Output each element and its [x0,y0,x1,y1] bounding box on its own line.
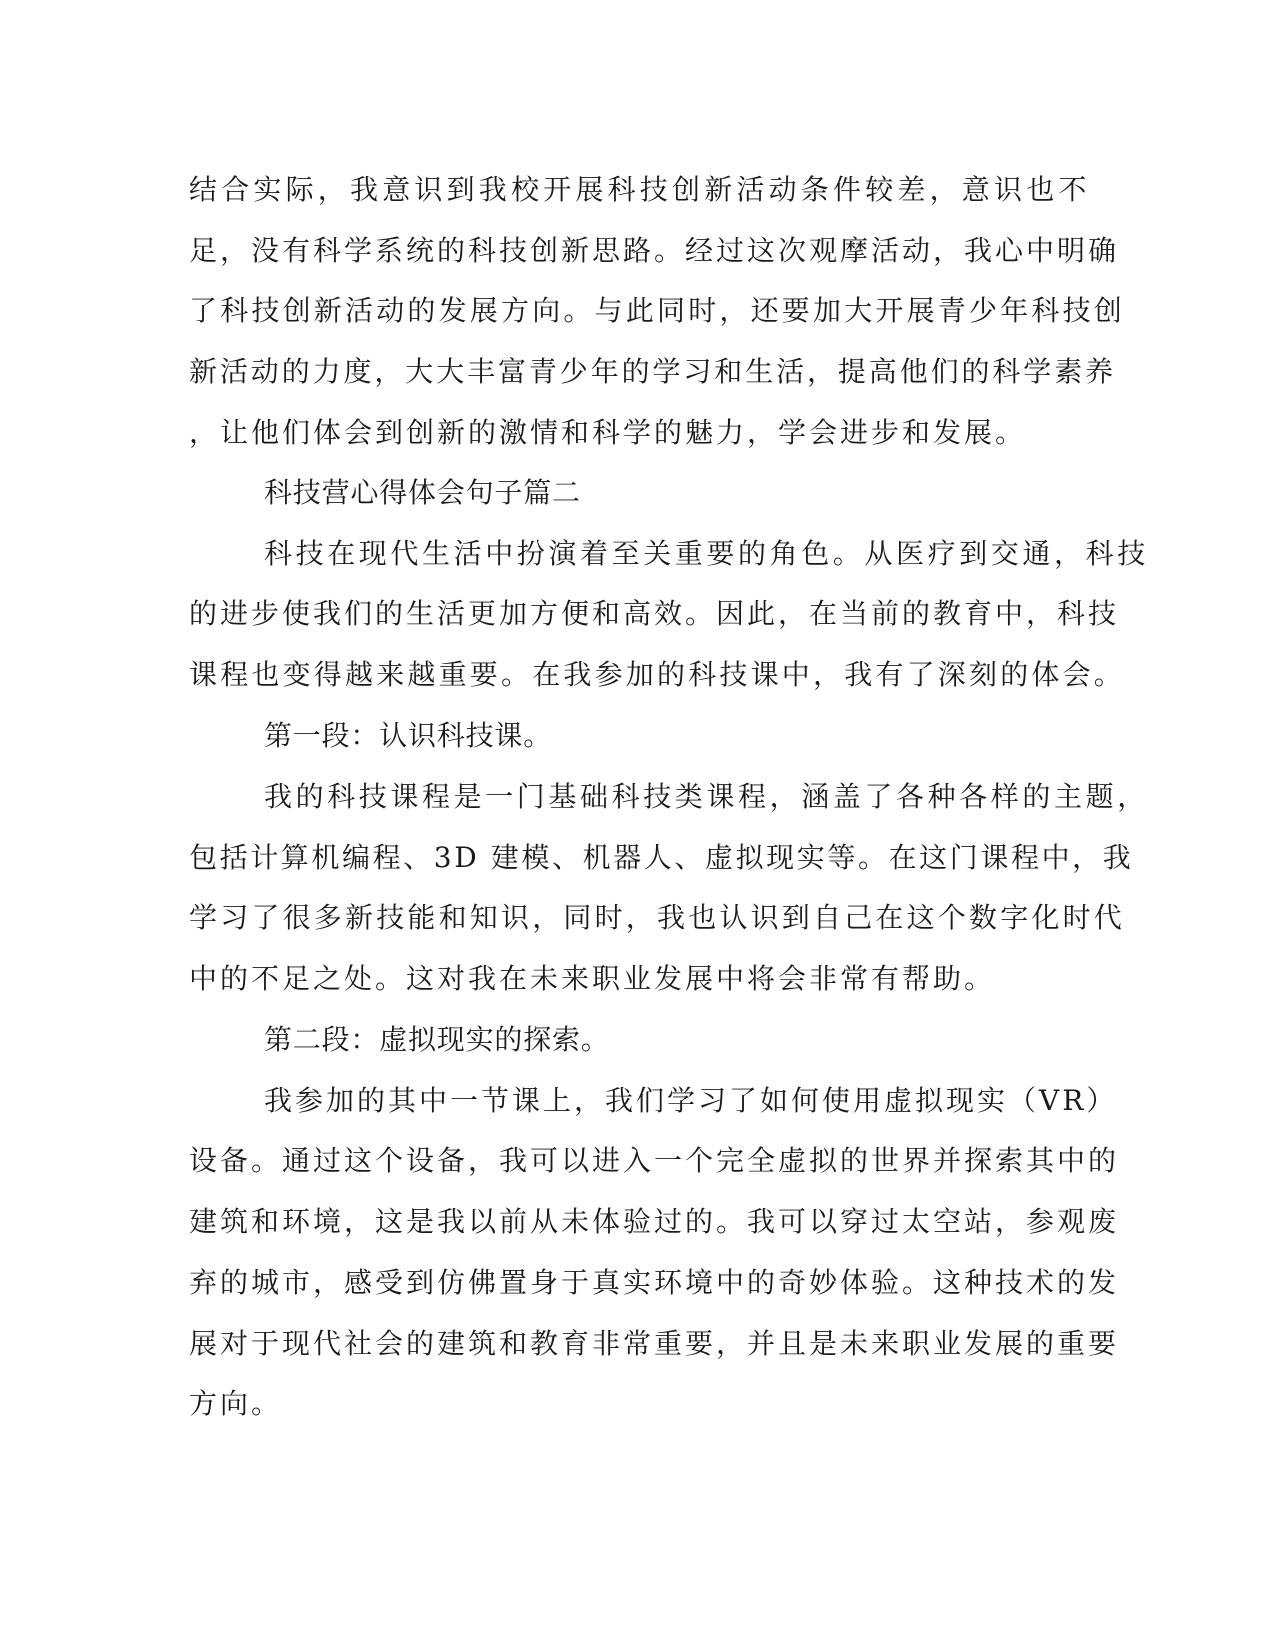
paragraph-4-line-1: 我参加的其中一节课上，我们学习了如何使用虚拟现实（VR） [264,1084,1118,1117]
paragraph-2-line-1: 科技在现代生活中扮演着至关重要的角色。从医疗到交通，科技 [264,537,1149,570]
paragraph-3-line-1: 我的科技课程是一门基础科技类课程，涵盖了各种各样的主题， [264,780,1149,813]
subheading-second-section: 第二段：虚拟现实的探索。 [264,1023,610,1056]
paragraph-3-line-3: 学习了很多新技能和知识，同时，我也认识到自己在这个数字化时代 [189,901,1126,934]
paragraph-1-line-3: 了科技创新活动的发展方向。与此同时，还要加大开展青少年科技创 [189,294,1126,327]
paragraph-2-line-3: 课程也变得越来越重要。在我参加的科技课中，我有了深刻的体会。 [189,658,1126,691]
paragraph-3-line-2: 包括计算机编程、3D 建模、机器人、虚拟现实等。在这门课程中，我 [189,841,1134,874]
paragraph-4-line-5: 展对于现代社会的建筑和教育非常重要，并且是未来职业发展的重要 [189,1327,1120,1360]
paragraph-4-line-2: 设备。通过这个设备，我可以进入一个完全虚拟的世界并探索其中的 [189,1144,1120,1177]
section-heading-part-two: 科技营心得体会句子篇二 [264,476,581,509]
paragraph-1-line-2: 足，没有科学系统的科技创新思路。经过这次观摩活动，我心中明确 [189,234,1120,267]
paragraph-1-line-5: ，让他们体会到创新的激情和科学的魅力，学会进步和发展。 [189,416,1027,449]
paragraph-4-line-3: 建筑和环境，这是我以前从未体验过的。我可以穿过太空站，参观废 [189,1205,1120,1238]
paragraph-1-line-4: 新活动的力度，大大丰富青少年的学习和生活，提高他们的科学素养 [189,355,1117,388]
paragraph-2-line-2: 的进步使我们的生活更加方便和高效。因此，在当前的教育中，科技 [189,597,1120,630]
paragraph-4-line-4: 弃的城市，感受到仿佛置身于真实环境中的奇妙体验。这种技术的发 [189,1266,1120,1299]
subheading-first-section: 第一段：认识科技课。 [264,719,553,752]
paragraph-4-line-6: 方向。 [189,1387,283,1420]
paragraph-3-line-4: 中的不足之处。这对我在未来职业发展中将会非常有帮助。 [189,962,996,995]
paragraph-1-line-1: 结合实际，我意识到我校开展科技创新活动条件较差，意识也不 [189,173,1091,206]
